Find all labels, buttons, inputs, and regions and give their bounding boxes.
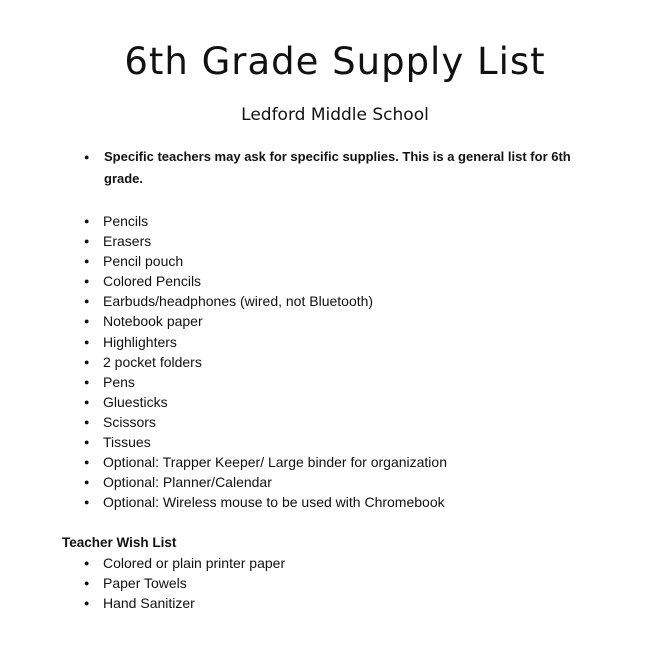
list-item-text: Optional: Trapper Keeper/ Large binder for organization	[103, 454, 447, 471]
list-item-text: Tissues	[103, 434, 151, 451]
page-title: 6th Grade Supply List	[124, 40, 546, 83]
bullet-icon: ●	[84, 598, 90, 609]
list-item-text: Gluesticks	[103, 393, 168, 410]
supply-list	[84, 211, 604, 512]
list-item	[84, 231, 604, 251]
bullet-icon: ●	[84, 497, 90, 508]
bullet-icon: ●	[84, 376, 90, 387]
bullet-icon: ●	[84, 152, 90, 162]
bullet-icon: ●	[84, 236, 90, 247]
list-item	[84, 211, 604, 231]
bullet-icon: ●	[84, 558, 90, 568]
list-item	[84, 452, 604, 472]
list-item	[84, 271, 604, 291]
list-item	[84, 311, 604, 331]
list-item-text: Paper Towels	[103, 575, 187, 592]
bullet-icon: ●	[84, 396, 90, 407]
list-item	[84, 352, 604, 372]
list-item-text: 2 pocket folders	[103, 353, 202, 370]
list-item	[84, 593, 604, 613]
list-item-text: Pencils	[103, 213, 149, 229]
list-item-text: Optional: Planner/Calendar	[103, 474, 272, 491]
list-item-text: Hand Sanitizer	[103, 595, 195, 612]
bullet-icon: ●	[84, 457, 90, 468]
list-item	[84, 553, 604, 573]
list-item	[84, 492, 604, 512]
list-item	[84, 392, 604, 412]
list-item-text: Optional: Wireless mouse to be used with Chromebook	[103, 494, 445, 511]
bullet-icon: ●	[84, 276, 90, 287]
list-item	[84, 472, 604, 492]
list-item	[84, 412, 604, 432]
list-item	[84, 291, 604, 311]
general-note-list	[84, 146, 604, 190]
bullet-icon: ●	[84, 316, 90, 327]
bullet-icon: ●	[84, 256, 90, 267]
general-note	[84, 146, 604, 190]
list-item	[84, 573, 604, 593]
bullet-icon: ●	[84, 477, 90, 488]
wish-list	[84, 553, 604, 613]
list-item-text: Scissors	[103, 413, 156, 430]
bullet-icon: ●	[84, 437, 90, 448]
list-item-text: Earbuds/headphones (wired, not Bluetooth)	[103, 293, 374, 310]
school-name: Ledford Middle School	[241, 105, 429, 125]
bullet-icon: ●	[84, 336, 90, 347]
list-item	[84, 432, 604, 452]
list-item-text: Colored or plain printer paper	[103, 555, 286, 571]
bullet-icon: ●	[84, 356, 90, 367]
bullet-icon: ●	[84, 416, 90, 427]
list-item-text: Colored Pencils	[103, 273, 202, 290]
wish-list-heading: Teacher Wish List	[62, 535, 177, 550]
list-item-text: Erasers	[103, 233, 152, 250]
list-item	[84, 372, 604, 392]
list-item	[84, 332, 604, 352]
bullet-icon: ●	[84, 216, 90, 226]
list-item-text: Highlighters	[103, 333, 177, 350]
bullet-icon: ●	[84, 296, 90, 307]
list-item-text: Pencil pouch	[103, 253, 184, 270]
bullet-icon: ●	[84, 578, 90, 589]
general-note-text: Specific teachers may ask for specific supplies. This is a general list for 6th grade.	[104, 149, 571, 186]
list-item	[84, 251, 604, 271]
list-item-text: Notebook paper	[103, 313, 203, 330]
list-item-text: Pens	[103, 373, 135, 390]
